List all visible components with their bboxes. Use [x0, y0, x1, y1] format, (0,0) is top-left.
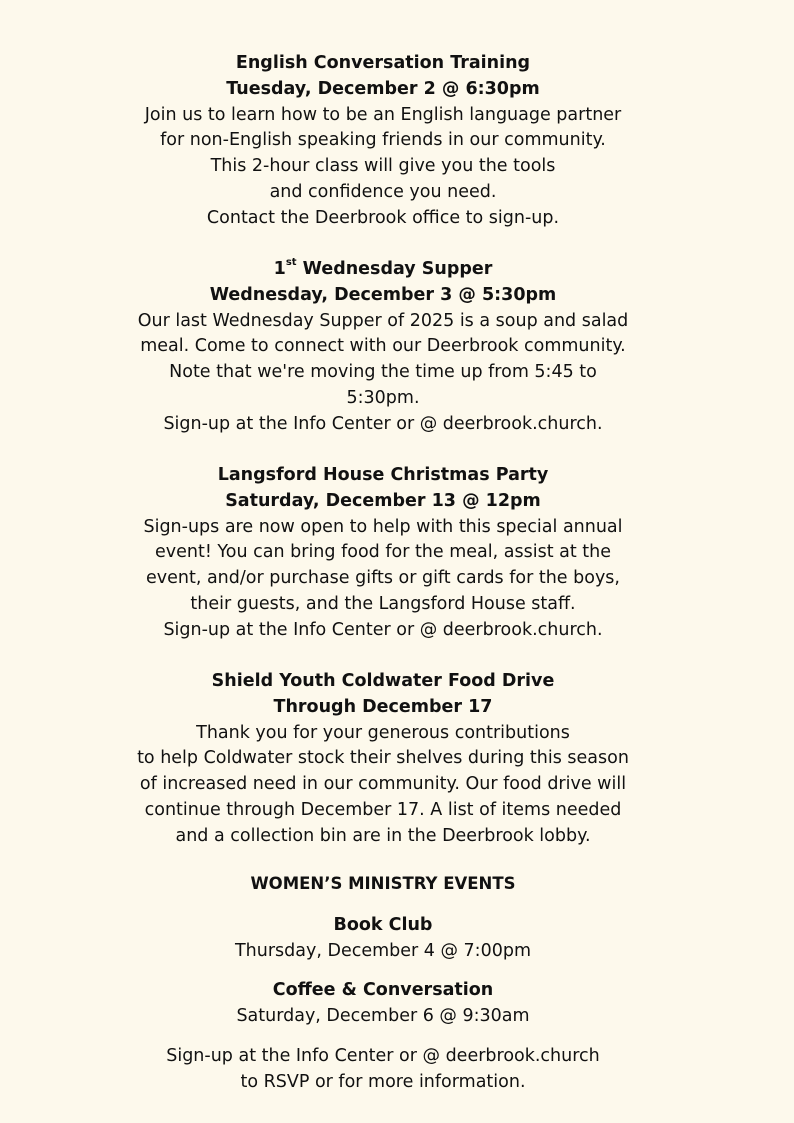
event-body-line: Contact the Deerbrook office to sign-up.: [206, 207, 560, 228]
event-body-line: event! You can bring food for the meal, assist at the: [155, 542, 611, 563]
event-body-line: Our last Wednesday Supper of 2025 is a soup and salad: [137, 310, 629, 331]
event-body-line: 5:30pm.: [346, 387, 420, 408]
ministry-item-coffee: [0, 978, 766, 1030]
event-title: English Conversation Training: [235, 53, 531, 73]
event-wednesday-supper: [0, 257, 766, 438]
event-date: Through December 17: [273, 696, 493, 717]
event-body-line: meal. Come to connect with our Deerbrook community.: [140, 336, 626, 357]
ministry-footer-line: Sign-up at the Info Center or @ deerbrook.church: [166, 1046, 600, 1066]
event-date: Tuesday, December 2 @ 6:30pm: [226, 78, 540, 99]
event-title-number: 1: [273, 259, 286, 279]
event-body-line: Sign-up at the Info Center or @ deerbrook.church.: [163, 413, 603, 434]
ministry-item-date: Saturday, December 6 @ 9:30am: [236, 1005, 530, 1026]
event-body-line: their guests, and the Langsford House staff.: [190, 593, 576, 614]
event-english-conversation: [0, 51, 766, 232]
event-body-line: Sign-ups are now open to help with this special annual: [143, 516, 623, 537]
event-body-line: for non-English speaking friends in our community.: [160, 130, 606, 151]
event-date: Saturday, December 13 @ 12pm: [225, 490, 541, 511]
event-title: Shield Youth Coldwater Food Drive: [211, 671, 555, 691]
event-body-line: event, and/or purchase gifts or gift cards for the boys,: [145, 568, 620, 589]
ministry-item-book-club: [0, 913, 766, 965]
event-body-line: and a collection bin are in the Deerbrook lobby.: [175, 825, 591, 846]
event-food-drive: [0, 669, 766, 850]
event-title: [0, 257, 766, 283]
event-body-line: continue through December 17. A list of items needed: [144, 799, 622, 820]
event-body-line: to help Coldwater stock their shelves during this season: [137, 748, 629, 769]
event-body-line: Thank you for your generous contributions: [196, 722, 570, 743]
ministry-item-title: Book Club: [333, 915, 433, 935]
ministry-footer: [0, 1044, 766, 1096]
event-body-line: This 2-hour class will give you the tools: [210, 156, 556, 177]
event-body-line: of increased need in our community. Our food drive will: [139, 774, 627, 795]
event-title-text: Wednesday Supper: [296, 259, 493, 279]
ministry-item-title: Coffee & Conversation: [272, 980, 494, 1000]
womens-ministry-heading: WOMEN’S MINISTRY EVENTS: [250, 874, 516, 893]
event-body-line: Join us to learn how to be an English language partner: [144, 104, 622, 125]
womens-ministry-heading-block: [0, 871, 766, 897]
event-body-line: Note that we're moving the time up from 5:45 to: [169, 362, 597, 383]
event-title: Langsford House Christmas Party: [217, 465, 549, 485]
event-date: Wednesday, December 3 @ 5:30pm: [209, 284, 557, 305]
event-body-line: Sign-up at the Info Center or @ deerbrook.church.: [163, 619, 603, 640]
ministry-item-date: Thursday, December 4 @ 7:00pm: [234, 940, 532, 961]
event-body-line: and confidence you need.: [269, 181, 497, 202]
event-langsford-party: [0, 463, 766, 644]
ministry-footer-line: to RSVP or for more information.: [240, 1071, 526, 1092]
event-title-superscript: st: [285, 257, 297, 269]
